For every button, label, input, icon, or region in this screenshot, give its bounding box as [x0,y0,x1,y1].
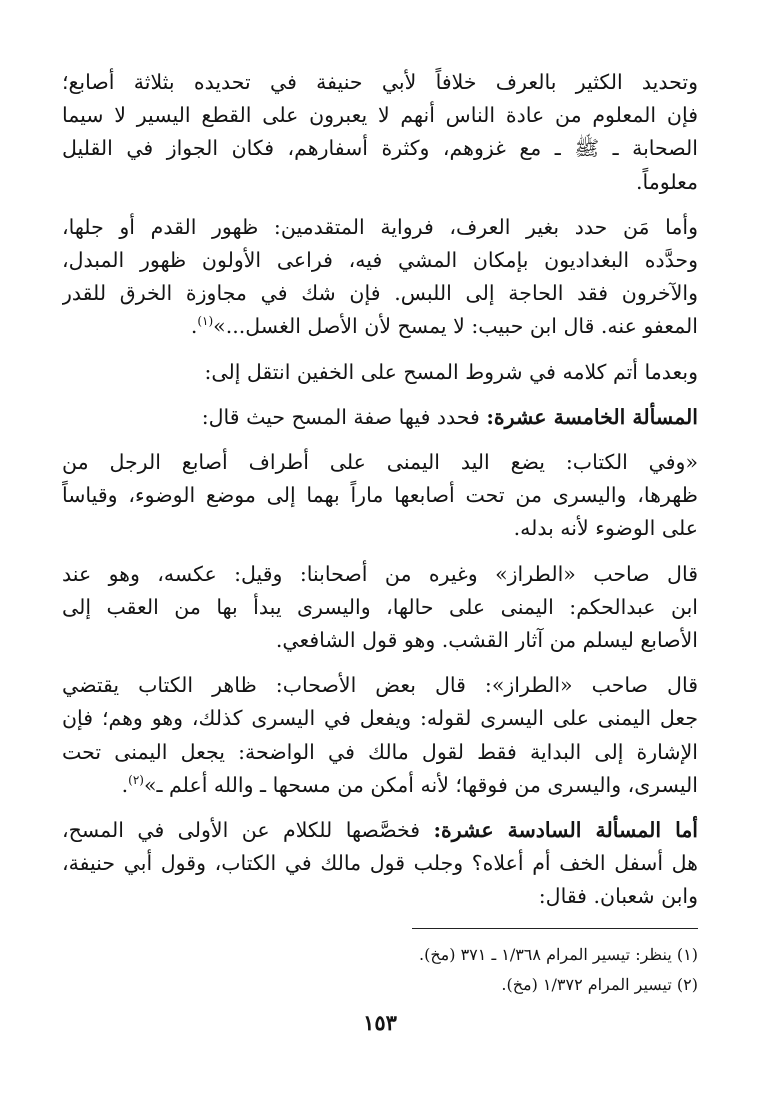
issue-heading-15: المسألة الخامسة عشرة: [486,404,698,429]
text-line [62,310,698,343]
sentence-end: . [190,314,198,339]
paragraph-5 [62,446,698,546]
paragraph-1 [62,66,698,199]
paragraph-4 [62,401,698,434]
text-line: جعل اليمنى على اليسرى لقوله: ويفعل في اليسرى كذلك، وهو وهم؛ فإن [62,706,698,731]
issue-text-16: فخصَّصها للكلام عن الأولى في المسح، [62,818,434,843]
text-line [62,814,698,847]
issue-heading-16: أما المسألة السادسة عشرة: [433,818,698,843]
page-number: ١٥٣ [363,1010,397,1035]
text-line: ظهرها، واليسرى من تحت أصابعها ماراً بهما إلى موضع الوضوء، وقياساً [62,483,698,508]
text-line: والآخرون فقد الحاجة إلى اللبس. فإن شك في مجاوزة الخرق للقدر [62,281,698,306]
text-line: الصحابة ـ ﷺ ـ مع غزوهم، وكثرة أسفارهم، فكان الجواز في القليل [62,136,698,161]
footnote-ref-2: (٢) [128,773,144,788]
text-line: فإن المعلوم من عادة الناس أنهم لا يعبرون على القطع اليسير لا سيما [62,103,698,128]
footnotes [198,940,698,1000]
text-line: الأصابع ليسلم من آثار القشب. وهو قول الشافعي. [275,628,698,653]
text-line-content: المعفو عنه. قال ابن حبيب: لا يمسح لأن الأصل الغسل...» [213,314,698,339]
paragraph-6 [62,558,698,658]
text-line: الإشارة إلى البداية فقط لقول مالك في الواضحة: يجعل اليمنى تحت [62,739,698,764]
text-line [62,769,698,802]
text-line [62,401,698,434]
footnote-1: (١) ينظر: تيسير المرام ١/٣٦٨ ـ ٣٧١ (مخ). [419,945,698,964]
footnote-divider [412,928,698,929]
paragraph-7 [62,669,698,802]
text-line-content: اليسرى، واليسرى من فوقها؛ لأنه أمكن من مسحها ـ والله أعلم ـ» [143,772,698,797]
paragraph-2 [62,211,698,344]
text-line: وابن شعبان. فقال: [538,884,698,909]
text-line: ابن عبدالحكم: اليمنى على حالها، واليسرى يبدأ بها من العقب إلى [62,594,698,619]
footnote-2: (٢) تيسير المرام ١/٣٧٢ (مخ). [501,975,698,994]
sentence-end: . [121,772,129,797]
text-line: وحدَّده البغداديون بإمكان المشي فيه، فراعى الأولون ظهور المبدل، [62,248,698,273]
text-line: قال صاحب «الطراز» وغيره من أصحابنا: وقيل: عكسه، وهو عند [62,561,698,586]
text-line: وتحديد الكثير بالعرف خلافاً لأبي حنيفة في تحديده بثلاثة أصابع؛ [62,70,698,94]
text-line: هل أسفل الخف أم أعلاه؟ وجلب قول مالك في الكتاب، وقول أبي حنيفة، [62,851,698,876]
text-line: قال صاحب «الطراز»: قال بعض الأصحاب: ظاهر الكتاب يقتضي [62,673,698,698]
text-line: على الوضوء لأنه بدله. [513,516,698,541]
text-line: معلوماً. [636,169,698,194]
page-body [62,66,698,926]
footnote-ref-1: (١) [197,314,214,329]
text-line: وأما مَن حدد بغير العرف، فرواية المتقدمين: ظهور القدم أو جلها، [62,214,698,239]
text-line: وبعدما أتم كلامه في شروط المسح على الخفين انتقل إلى: [204,359,698,384]
text-line: «وفي الكتاب: يضع اليد اليمنى على أطراف أصابع الرجل من [62,450,698,475]
paragraph-8 [62,814,698,914]
paragraph-3 [62,356,698,389]
issue-text-15: فحدد فيها صفة المسح حيث قال: [201,404,487,429]
